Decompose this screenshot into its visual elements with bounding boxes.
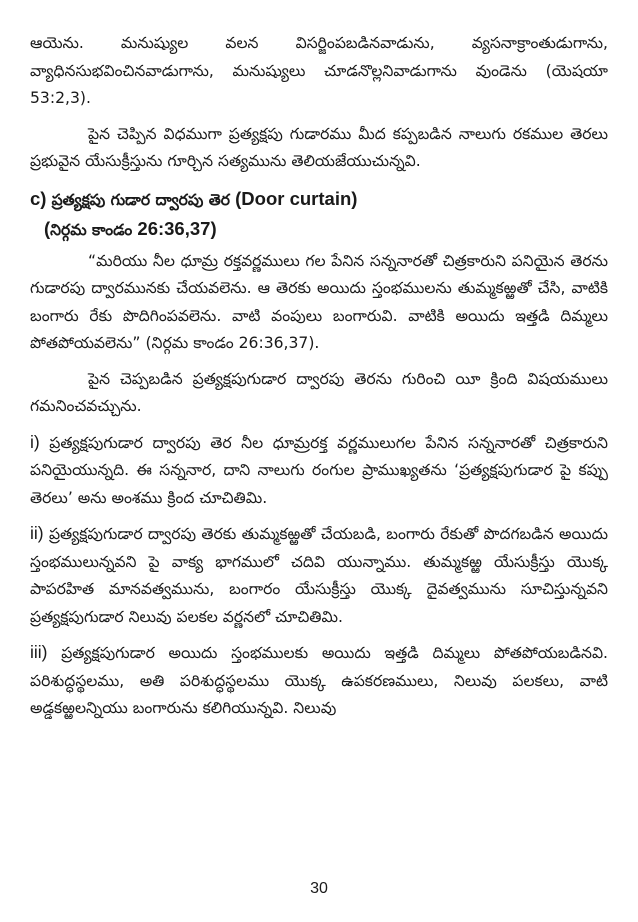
- section-title-english: (Door curtain): [235, 187, 358, 209]
- list-item-3: [30, 639, 608, 723]
- list-item-text: ప్రత్యక్షపుగుడార ద్వారపు తెరకు తుమ్మకఱ్ఱతో చేయబడి, బంగారు రేకుతో పొదగబడిన అయిదు స్తంభములున్నవని పై వాక్య భాగములో చదివి యున్నాము. తుమ్మకఱ్ఱ యేసుక్రీస్తు యొక్క పాపరహిత మానవత్వమును, బంగారం యేసుక్రీస్తు యొక్క దైవత్వమును సూచిస్తున్నవని ప్రత్యక్షపుగుడార నిలువు పలకల వర్ణనలో చూచితిమి.: [30, 525, 608, 626]
- list-item-label: ii): [30, 523, 44, 543]
- list-item-2: [30, 520, 608, 631]
- paragraph-continuation: ఆయెను. మనుష్యుల వలన విసర్జింపబడినవాడును, వ్యసనాక్రాంతుడుగాను, వ్యాధినసుభవించినవాడుగాను, మనుష్యులు చూడనొల్లనివాడుగాను వుండెను (యెషయా 53:2,3).: [30, 34, 608, 107]
- section-letter: c): [30, 187, 47, 209]
- reference-book: నిర్గమ కాండం: [50, 220, 133, 239]
- list-item-text: ప్రత్యక్షపుగుడార అయిదు స్తంభములకు అయిదు ఇత్తడి దిమ్మలు పోతపోయబడినవి. పరిశుద్ధస్థలము, అతి పరిశుద్ధస్థలము యొక్క ఉపకరణములు, నిలువు పలకలు, వాటి అడ్డకఱ్ఱలన్నియు బంగారును కలిగియున్నవి. నిలువు: [30, 644, 608, 717]
- list-item-text: ప్రత్యక్షపుగుడార ద్వారపు తెర నీల ధూమ్రరక్త వర్ణములుగల పేనిన సన్ననారతో చిత్రకారుని పనియైయున్నది. ఈ సన్ననార, దాని నాలుగు రంగుల ప్రాముఖ్యతను ‘ప్రత్యక్షపుగుడార పై కప్పు తెరలు’ అను అంశము క్రింద చూచితిమి.: [30, 433, 608, 507]
- reference-open-paren: (: [44, 217, 51, 239]
- section-heading: [30, 185, 608, 214]
- scripture-quote: “మరియు నీల ధూమ్ర రక్తవర్ణములు గల పేనిన సన్ననారతో చిత్రకారుని పనియైన తెరను గుడారపు ద్వారమునకు చేయవలెను. ఆ తెరకు అయిదు స్తంభములను తుమ్మకఱ్ఱతో చేసి, వాటికి బంగారు రేకు పొదిగింపవలెను. వాటి వంపులు బంగారువి. వాటికి అయిదు ఇత్తడి దిమ్మలు పోతపోయవలెను” (నిర్గమ కాండం 26:36,37).: [30, 251, 608, 352]
- reference-numbers: 26:36,37): [137, 217, 217, 239]
- section-title-telugu: ప్రత్యక్షపు గుడార ద్వారపు తెర: [51, 190, 230, 209]
- paragraph-intro: పైన చెప్పబడిన ప్రత్యక్షపుగుడార ద్వారపు తెరను గురించి యీ క్రింది విషయములు గమనించవచ్చును.: [30, 369, 608, 415]
- page-number: 30: [310, 880, 328, 897]
- list-item-label: i): [30, 431, 40, 452]
- paragraph-summary: పైన చెప్పిన విధముగా ప్రత్యక్షపు గుడారము మీద కప్పబడిన నాలుగు రకముల తెరలు ప్రభువైన యేసుక్రీస్తును గూర్చిన సత్యమును తెలియజేయుచున్నవి.: [30, 124, 608, 170]
- document-page: [30, 30, 608, 723]
- list-item-1: [30, 429, 608, 513]
- section-reference: [30, 215, 608, 244]
- list-item-label: iii): [30, 642, 48, 662]
